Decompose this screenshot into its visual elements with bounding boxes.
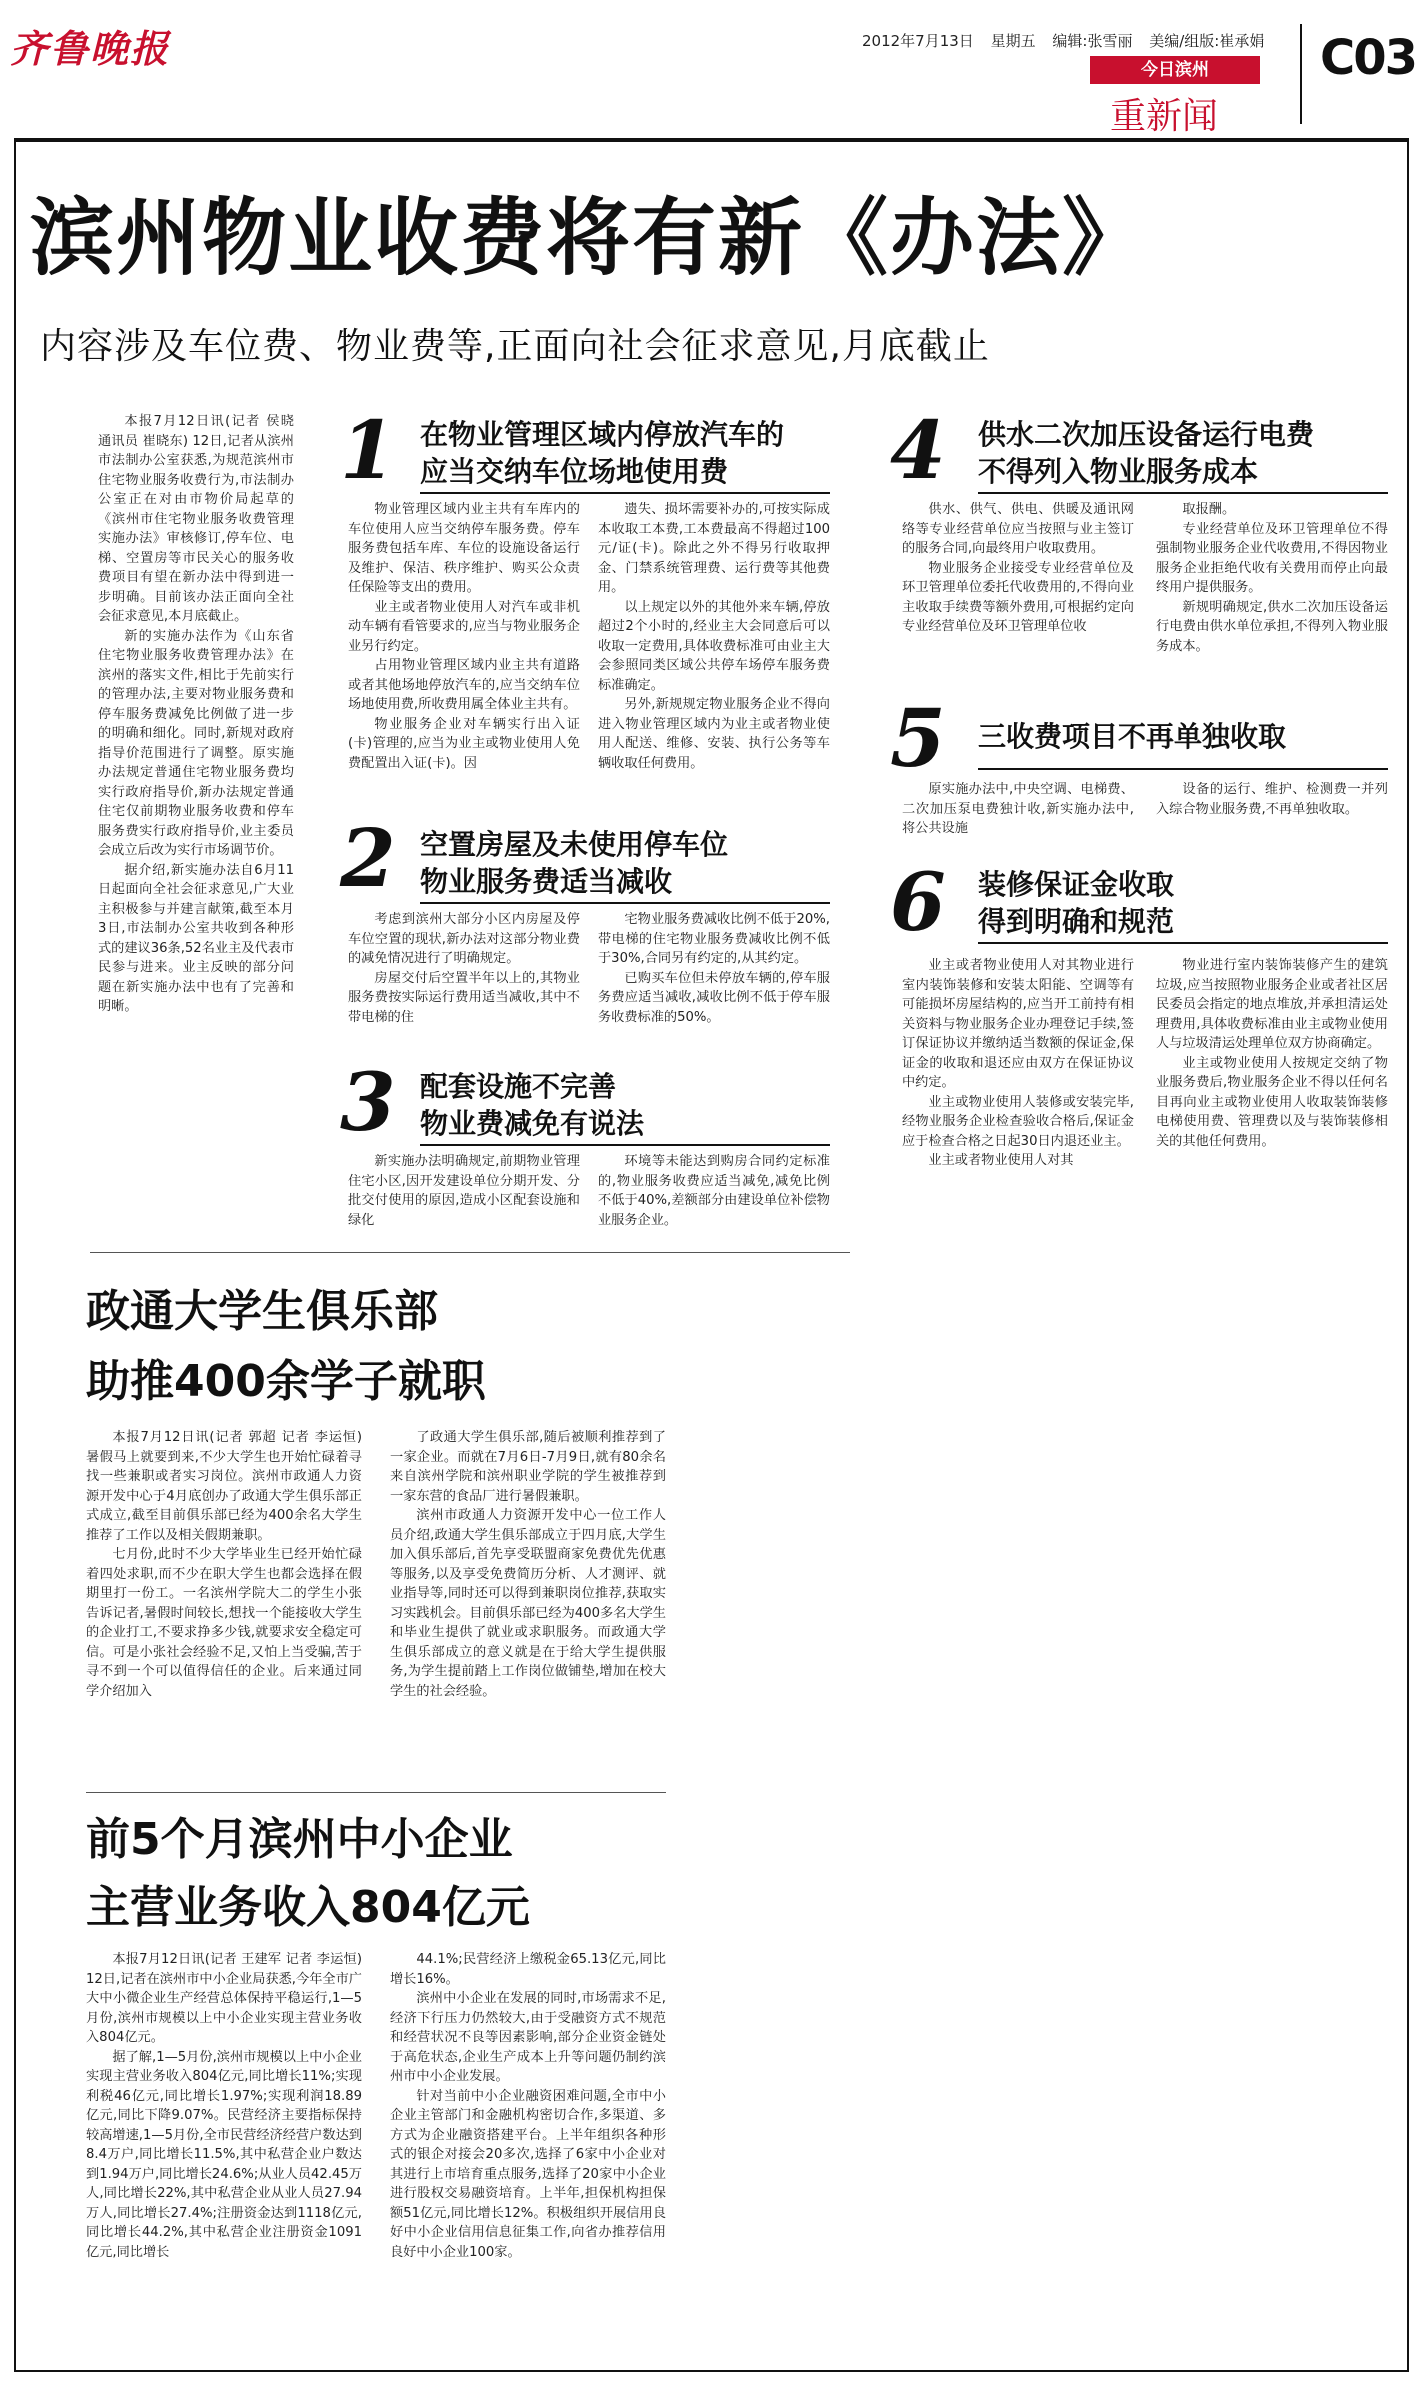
section-heading: 物业服务费适当减收 bbox=[420, 865, 673, 898]
masthead-logo: 齐鲁晚报 bbox=[10, 26, 171, 71]
paragraph: 取报酬。 bbox=[1182, 502, 1236, 517]
paragraph: 针对当前中小企业融资困难问题,全市中小企业主管部门和金融机构密切合作,多渠道、多方式为企业融资搭建平台。上半年组织各种形式的银企对接会20多次,选择了6家中小企业对其进行上市培育重点服务,选择了20家中小企业进行股权交易融资培育。上半年,担保机构担保额51亿元,同比增长12%。积极组织开展信用良好中小企业信用信息征集工作,向省办推荐信用良好中小企业100家。 bbox=[390, 2088, 666, 2260]
section-heading: 在物业管理区域内停放汽车的 bbox=[420, 418, 785, 451]
paragraph: 供水、供气、供电、供暖及通讯网络等专业经营单位应当按照与业主签订的服务合同,向最终用户收取费用。 bbox=[902, 502, 1134, 556]
story-headline: 前5个月滨州中小企业 bbox=[86, 1814, 513, 1865]
paragraph: 物业服务企业对车辆实行出入证(卡)管理的,应当为业主或物业使用人免费配置出入证(卡)。因 bbox=[348, 716, 580, 771]
section-rule bbox=[420, 902, 830, 904]
section-column bbox=[348, 500, 580, 810]
paragraph: 滨州中小企业在发展的同时,市场需求不足,经济下行压力仍然较大,由于受融资方式不规范和经营状况不良等因素影响,部分企业资金链处于高危状态,企业生产成本上升等问题仍制约滨州市中小企业发展。 bbox=[390, 1991, 666, 2084]
header-divider bbox=[1300, 24, 1302, 124]
paragraph: 以上规定以外的其他外来车辆,停放超过2个小时的,经业主大会同意后可以收取一定费用,具体收费标准可由业主大会参照同类区域公共停车场停车服务费标准确定。 bbox=[598, 599, 830, 693]
story-divider bbox=[90, 1252, 850, 1253]
lead-subtitle: 内容涉及车位费、物业费等,正面向社会征求意见,月底截止 bbox=[40, 326, 990, 367]
paragraph: 物业服务企业接受专业经营单位及环卫管理单位委托代收费用的,不得向业主收取手续费等额外费用,可根据约定向专业经营单位及环卫管理单位收 bbox=[902, 560, 1134, 634]
section-number: 6 bbox=[890, 855, 946, 949]
section-heading: 装修保证金收取 bbox=[978, 868, 1175, 901]
paragraph: 环境等未能达到购房合同约定标准的,物业服务收费应适当减免,减免比例不低于40%,差额部分由建设单位补偿物业服务企业。 bbox=[598, 1154, 830, 1228]
intro-paragraph: 据介绍,新实施办法自6月11日起面向全社会征求意见,广大业主积极参与并建言献策,截至本月3日,市法制办公室共收到各种形式的建议36条,52名业主及代表市民参与进来。业主反映的部分问题在新实施办法中也有了完善和明晰。 bbox=[98, 862, 294, 1014]
paragraph: 设备的运行、维护、检测费一并列入综合物业服务费,不再单独收取。 bbox=[1156, 782, 1388, 817]
paragraph: 业主或物业使用人装修或安装完毕,经物业服务企业检查验收合格后,保证金应于检查合格之日起30日内退还业主。 bbox=[902, 1094, 1134, 1149]
section-heading: 得到明确和规范 bbox=[978, 905, 1175, 938]
section-name: 重新闻 bbox=[1110, 96, 1219, 137]
section-heading: 配套设施不完善 bbox=[420, 1070, 617, 1103]
section-heading: 应当交纳车位场地使用费 bbox=[420, 455, 729, 488]
section-rule bbox=[978, 942, 1388, 944]
paragraph: 新实施办法明确规定,前期物业管理住宅小区,因开发建设单位分期开发、分批交付使用的原因,造成小区配套设施和绿化 bbox=[348, 1154, 580, 1228]
paragraph: 遗失、损坏需要补办的,可按实际成本收取工本费,工本费最高不得超过100元/证(卡)。除此之外不得另行收取押金、门禁系统管理费、运行费等其他费用。 bbox=[598, 502, 830, 595]
lead-title: 滨州物业收费将有新《办法》 bbox=[30, 188, 1149, 287]
designer-credit: 美编/组版:崔承娟 bbox=[1149, 32, 1265, 50]
story-divider bbox=[86, 1792, 666, 1793]
paragraph: 物业管理区域内业主共有车库内的车位使用人应当交纳停车服务费。停车服务费包括车库、车位的设施设备运行及维护、保洁、秩序维护、购买公众责任保险等支出的费用。 bbox=[348, 502, 580, 595]
section-rule bbox=[978, 768, 1388, 770]
section-number: 2 bbox=[340, 811, 396, 905]
paragraph: 业主或物业使用人按规定交纳了物业服务费后,物业服务企业不得以任何名目再向业主或物业使用人收取装饰装修电梯使用费、管理费以及与装饰装修相关的其他任何费用。 bbox=[1156, 1055, 1388, 1149]
paragraph: 考虑到滨州大部分小区内房屋及停车位空置的现状,新办法对这部分物业费的减免情况进行了明确规定。 bbox=[348, 912, 580, 966]
paragraph: 业主或者物业使用人对汽车或非机动车辆有看管要求的,应当与物业服务企业另行约定。 bbox=[348, 599, 580, 654]
lead-intro bbox=[98, 412, 294, 1242]
story-column bbox=[390, 1950, 666, 2350]
section-column bbox=[902, 500, 1134, 700]
section-heading: 物业费减免有说法 bbox=[420, 1107, 645, 1140]
paragraph: 七月份,此时不少大学毕业生已经开始忙碌着四处求职,而不少在职大学生也都会选择在假期里打一份工。一名滨州学院大二的学生小张告诉记者,暑假时间较长,想找一个能接收大学生的企业打工,不要求挣多少钱,就要求安全稳定可信。可是小张社会经验不足,又怕上当受骗,苦于寻不到一个可以值得信任的企业。后来通过同学介绍加入 bbox=[86, 1547, 362, 1699]
paragraph: 据了解,1—5月份,滨州市规模以上中小企业实现主营业务收入804亿元,同比增长11%;实现利税46亿元,同比增长1.97%;实现利润18.89亿元,同比下降9.07%。民营经济主要指标保持较高增速,1—5月份,全市民营经济经营户数达到8.4万户,同比增长11.5%,其中私营企业户数达到1.94万户,同比增长24.6%;从业人员42.45万人,同比增长22%,其中私营企业从业人员27.94万人,同比增长27.4%;注册资金达到1118亿元,同比增长44.2%,其中私营企业注册资金1091亿元,同比增长 bbox=[86, 2049, 362, 2260]
story-column bbox=[390, 1428, 666, 1780]
paragraph: 本报7月12日讯(记者 王建军 记者 李运恒) 12日,记者在滨州市中小企业局获悉,今年全市广大中小微企业生产经营总体保持平稳运行,1—5月份,滨州市规模以上中小企业实现主营业务收入804亿元。 bbox=[86, 1952, 362, 2045]
section-column bbox=[348, 1152, 580, 1242]
story-column bbox=[86, 1428, 362, 1780]
section-number: 3 bbox=[340, 1055, 396, 1149]
issue-date: 2012年7月13日 bbox=[862, 32, 974, 50]
paragraph: 业主或者物业使用人对其物业进行室内装饰装修和安装太阳能、空调等有可能损坏房屋结构的,应当开工前持有相关资料与物业服务企业办理登记手续,签订保证协议并缴纳适当数额的保证金,保证金的收取和退还应由双方在保证协议中约定。 bbox=[902, 958, 1134, 1090]
section-heading: 三收费项目不再单独收取 bbox=[978, 720, 1287, 753]
section-number: 1 bbox=[340, 403, 396, 497]
paragraph: 专业经营单位及环卫管理单位不得强制物业服务企业代收费用,不得因物业服务企业拒绝代收有关费用而停止向最终用户提供服务。 bbox=[1156, 521, 1388, 595]
section-column bbox=[902, 956, 1134, 1246]
section-column bbox=[348, 910, 580, 1070]
paragraph: 另外,新规规定物业服务企业不得向进入物业管理区域内为业主或者物业使用人配送、维修、安装、执行公务等车辆收取任何费用。 bbox=[598, 697, 830, 771]
paragraph: 新规明确规定,供水二次加压设备运行电费由供水单位承担,不得列入物业服务成本。 bbox=[1156, 599, 1388, 654]
paragraph: 已购买车位但未停放车辆的,停车服务费应适当减收,减收比例不低于停车服务收费标准的50%。 bbox=[598, 970, 830, 1025]
section-column bbox=[1156, 956, 1388, 1246]
section-heading: 空置房屋及未使用停车位 bbox=[420, 828, 729, 861]
paragraph: 滨州市政通人力资源开发中心一位工作人员介绍,政通大学生俱乐部成立于四月底,大学生加入俱乐部后,首先享受联盟商家免费优先优惠等服务,以及享受免费简历分析、人才测评、就业指导等,同时还可以得到兼职岗位推荐,获取实习实践机会。目前俱乐部已经为400多名大学生和毕业生提供了就业或求职服务。而政通大学生俱乐部成立的意义就是在于给大学生提供服务,为学生提前踏上工作岗位做铺垫,增加在校大学生的社会经验。 bbox=[390, 1508, 666, 1699]
section-column bbox=[1156, 780, 1388, 844]
section-column bbox=[1156, 500, 1388, 700]
section-heading: 不得列入物业服务成本 bbox=[978, 455, 1259, 488]
paragraph: 物业进行室内装饰装修产生的建筑垃圾,应当按照物业服务企业或者社区居民委员会指定的地点堆放,并承担清运处理费用,具体收费标准由业主或物业使用人与垃圾清运处理单位双方协商确定。 bbox=[1156, 958, 1388, 1051]
section-rule bbox=[420, 1144, 830, 1146]
section-number: 4 bbox=[890, 403, 946, 497]
paragraph: 业主或者物业使用人对其 bbox=[928, 1153, 1074, 1168]
section-rule bbox=[420, 492, 830, 494]
paragraph: 原实施办法中,中央空调、电梯费、二次加压泵电费独计收,新实施办法中,将公共设施 bbox=[902, 782, 1134, 836]
paragraph: 占用物业管理区域内业主共有道路或者其他场地停放汽车的,应当交纳车位场地使用费,所收费用属全体业主共有。 bbox=[348, 658, 580, 712]
section-column bbox=[598, 910, 830, 1070]
story-headline: 主营业务收入804亿元 bbox=[86, 1882, 530, 1933]
paragraph: 本报7月12日讯(记者 郭超 记者 李运恒) 暑假马上就要到来,不少大学生也开始忙碌着寻找一些兼职或者实习岗位。滨州市政通人力资源开发中心于4月底创办了政通大学生俱乐部正式成立,截至目前俱乐部已经为400余名大学生推荐了工作以及相关假期兼职。 bbox=[86, 1430, 362, 1543]
section-column bbox=[598, 500, 830, 810]
paragraph: 44.1%;民营经济上缴税金65.13亿元,同比增长16%。 bbox=[390, 1952, 666, 1987]
section-column bbox=[598, 1152, 830, 1242]
intro-paragraph: 新的实施办法作为《山东省住宅物业服务收费管理办法》在滨州的落实文件,相比于先前实行的管理办法,主要对物业服务费和停车服务费减免比例做了进一步的明确和细化。同时,新规对政府指导价范围进行了调整。原实施办法规定普通住宅物业服务费均实行政府指导价,新办法规定普通住宅仅前期物业服务收费和停车服务费实行政府指导价,业主委员会成立后改为实行市场调节价。 bbox=[98, 628, 294, 858]
section-rule bbox=[978, 492, 1388, 494]
intro-paragraph: 本报7月12日讯(记者 侯晓 通讯员 崔晓东) 12日,记者从滨州市法制办公室获悉,为规范滨州市住宅物业服务收费行为,市法制办公室正在对由市物价局起草的《滨州市住宅物业服务收费管理实施办法》审核修订,停车位、电梯、空置房等市民关心的服务收费项目有望在新办法中得到进一步明确。目前该办法正面向全社会征求意见,本月底截止。 bbox=[98, 414, 294, 624]
section-tab: 今日滨州 bbox=[1090, 56, 1260, 84]
section-number: 5 bbox=[890, 691, 946, 785]
section-column bbox=[902, 780, 1134, 844]
story-headline: 助推400余学子就职 bbox=[86, 1356, 486, 1407]
story-headline: 政通大学生俱乐部 bbox=[86, 1286, 438, 1337]
paragraph: 了政通大学生俱乐部,随后被顺利推荐到了一家企业。而就在7月6日-7月9日,就有80余名来自滨州学院和滨州职业学院的学生被推荐到一家东营的食品厂进行暑假兼职。 bbox=[390, 1430, 666, 1504]
paragraph: 房屋交付后空置半年以上的,其物业服务费按实际运行费用适当减收,其中不带电梯的住 bbox=[348, 970, 580, 1025]
issue-weekday: 星期五 bbox=[990, 32, 1036, 50]
issue-info bbox=[862, 30, 1276, 51]
section-heading: 供水二次加压设备运行电费 bbox=[978, 418, 1315, 451]
page-number: C03 bbox=[1320, 30, 1417, 86]
paragraph: 宅物业服务费减收比例不低于20%,带电梯的住宅物业服务费减收比例不低于30%,合同另有约定的,从其约定。 bbox=[598, 912, 830, 966]
editor-credit: 编辑:张雪丽 bbox=[1052, 32, 1133, 50]
story-column bbox=[86, 1950, 362, 2350]
